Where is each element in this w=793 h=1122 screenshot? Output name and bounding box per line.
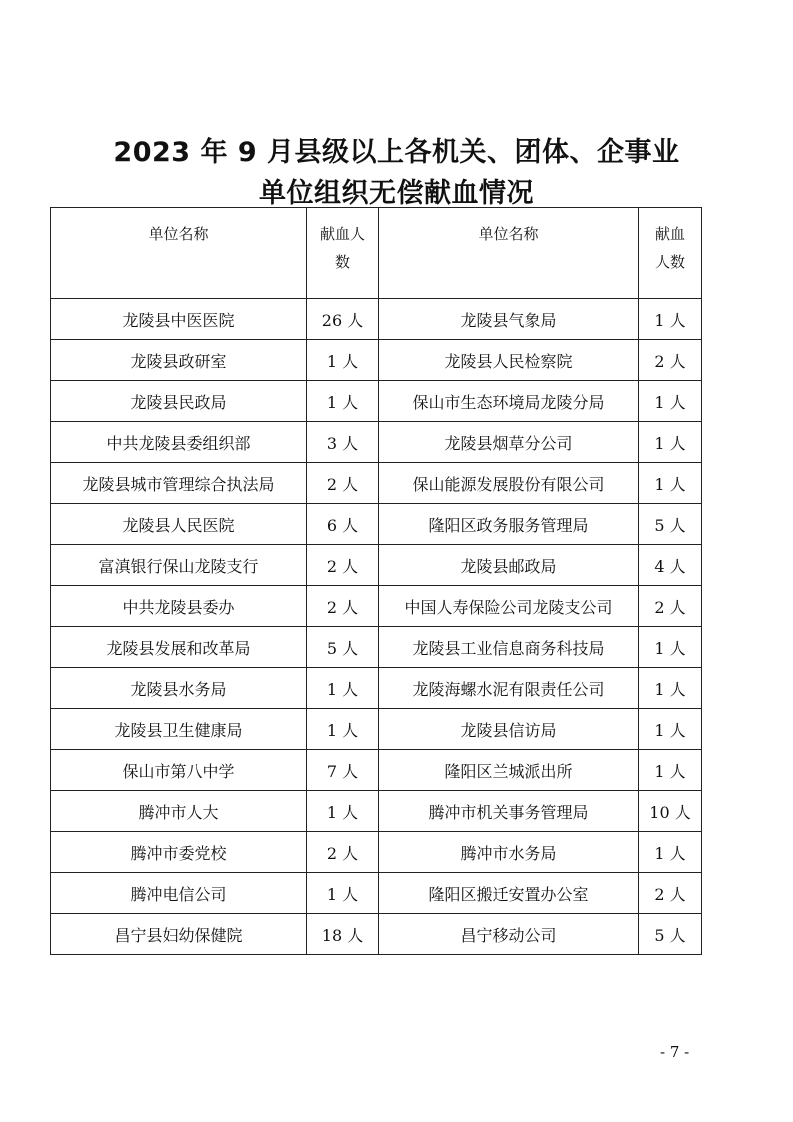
unit-name-left-cell: 龙陵县民政局 [51,381,307,422]
header-count-left-line1: 献血人 [319,225,365,243]
unit-name-right-cell: 隆阳区政务服务管理局 [379,504,639,545]
donor-count-right-cell: 2 人 [639,340,702,381]
donor-count-left-cell: 2 人 [307,463,379,504]
table-row [51,914,702,955]
donor-count-left-cell: 1 人 [307,709,379,750]
unit-name-left-cell: 腾冲市委党校 [51,832,307,873]
donor-count-right-cell: 5 人 [639,504,702,545]
header-count-right-line1: 献血 [654,225,685,243]
donor-count-right-cell: 1 人 [639,381,702,422]
table-row [51,504,702,545]
page-number: - 7 - [660,1043,690,1061]
donor-count-right-cell: 1 人 [639,668,702,709]
donor-count-left-cell: 7 人 [307,750,379,791]
unit-name-left-cell: 腾冲市人大 [51,791,307,832]
table-row [51,422,702,463]
donor-count-right-cell: 10 人 [639,791,702,832]
donor-count-right-cell: 5 人 [639,914,702,955]
donor-count-left-cell: 5 人 [307,627,379,668]
unit-name-right-cell: 龙陵县气象局 [379,299,639,340]
unit-name-right-cell: 龙陵县邮政局 [379,545,639,586]
donor-count-left-cell: 6 人 [307,504,379,545]
table-body [51,299,702,955]
unit-name-right-cell: 昌宁移动公司 [379,914,639,955]
donor-count-right-cell: 1 人 [639,299,702,340]
unit-name-left-cell: 龙陵县卫生健康局 [51,709,307,750]
unit-name-left-cell: 龙陵县中医医院 [51,299,307,340]
table-row [51,627,702,668]
donor-count-right-cell: 1 人 [639,627,702,668]
table-row [51,709,702,750]
table-row [51,832,702,873]
unit-name-left-cell: 保山市第八中学 [51,750,307,791]
unit-name-right-cell: 龙陵县工业信息商务科技局 [379,627,639,668]
donor-count-right-cell: 2 人 [639,873,702,914]
table-row [51,791,702,832]
donor-count-right-cell: 1 人 [639,750,702,791]
donor-count-right-cell: 4 人 [639,545,702,586]
unit-name-right-cell: 保山能源发展股份有限公司 [379,463,639,504]
donor-count-left-cell: 1 人 [307,791,379,832]
unit-name-left-cell: 龙陵县水务局 [51,668,307,709]
header-donor-count-left [307,208,379,299]
blood-donation-table [50,207,702,955]
unit-name-right-cell: 龙陵县信访局 [379,709,639,750]
table-row [51,381,702,422]
unit-name-right-cell: 隆阳区搬迁安置办公室 [379,873,639,914]
table-row [51,750,702,791]
unit-name-right-cell: 龙陵县烟草分公司 [379,422,639,463]
donor-count-right-cell: 2 人 [639,586,702,627]
table-row [51,586,702,627]
unit-name-right-cell: 中国人寿保险公司龙陵支公司 [379,586,639,627]
unit-name-right-cell: 龙陵海螺水泥有限责任公司 [379,668,639,709]
unit-name-left-cell: 腾冲电信公司 [51,873,307,914]
donor-count-left-cell: 3 人 [307,422,379,463]
unit-name-left-cell: 龙陵县城市管理综合执法局 [51,463,307,504]
donor-count-left-cell: 2 人 [307,586,379,627]
table-row [51,545,702,586]
unit-name-right-cell: 龙陵县人民检察院 [379,340,639,381]
donor-count-left-cell: 2 人 [307,545,379,586]
header-donor-count-right [639,208,702,299]
donor-count-left-cell: 1 人 [307,873,379,914]
header-count-right-line2: 人数 [654,253,685,271]
header-unit-name-right: 单位名称 [379,208,639,299]
table-row [51,668,702,709]
table-row [51,873,702,914]
unit-name-left-cell: 龙陵县政研室 [51,340,307,381]
table-header-row [51,208,702,299]
unit-name-right-cell: 腾冲市机关事务管理局 [379,791,639,832]
donor-count-left-cell: 1 人 [307,381,379,422]
unit-name-left-cell: 龙陵县人民医院 [51,504,307,545]
donor-count-left-cell: 26 人 [307,299,379,340]
unit-name-left-cell: 中共龙陵县委办 [51,586,307,627]
donor-count-right-cell: 1 人 [639,709,702,750]
unit-name-left-cell: 龙陵县发展和改革局 [51,627,307,668]
unit-name-left-cell: 昌宁县妇幼保健院 [51,914,307,955]
table-row [51,340,702,381]
document-title-line-2: 单位组织无偿献血情况 [259,178,534,209]
unit-name-right-cell: 保山市生态环境局龙陵分局 [379,381,639,422]
header-unit-name-left: 单位名称 [51,208,307,299]
donor-count-left-cell: 18 人 [307,914,379,955]
donor-count-left-cell: 1 人 [307,340,379,381]
table-row [51,463,702,504]
header-count-left-line2: 数 [334,253,350,271]
donor-count-right-cell: 1 人 [639,463,702,504]
donor-count-right-cell: 1 人 [639,422,702,463]
unit-name-right-cell: 腾冲市水务局 [379,832,639,873]
donor-count-left-cell: 2 人 [307,832,379,873]
unit-name-left-cell: 中共龙陵县委组织部 [51,422,307,463]
table-row [51,299,702,340]
unit-name-left-cell: 富滇银行保山龙陵支行 [51,545,307,586]
donor-count-right-cell: 1 人 [639,832,702,873]
donor-count-left-cell: 1 人 [307,668,379,709]
unit-name-right-cell: 隆阳区兰城派出所 [379,750,639,791]
document-title-line-1: 2023 年 9 月县级以上各机关、团体、企事业 [113,137,680,168]
